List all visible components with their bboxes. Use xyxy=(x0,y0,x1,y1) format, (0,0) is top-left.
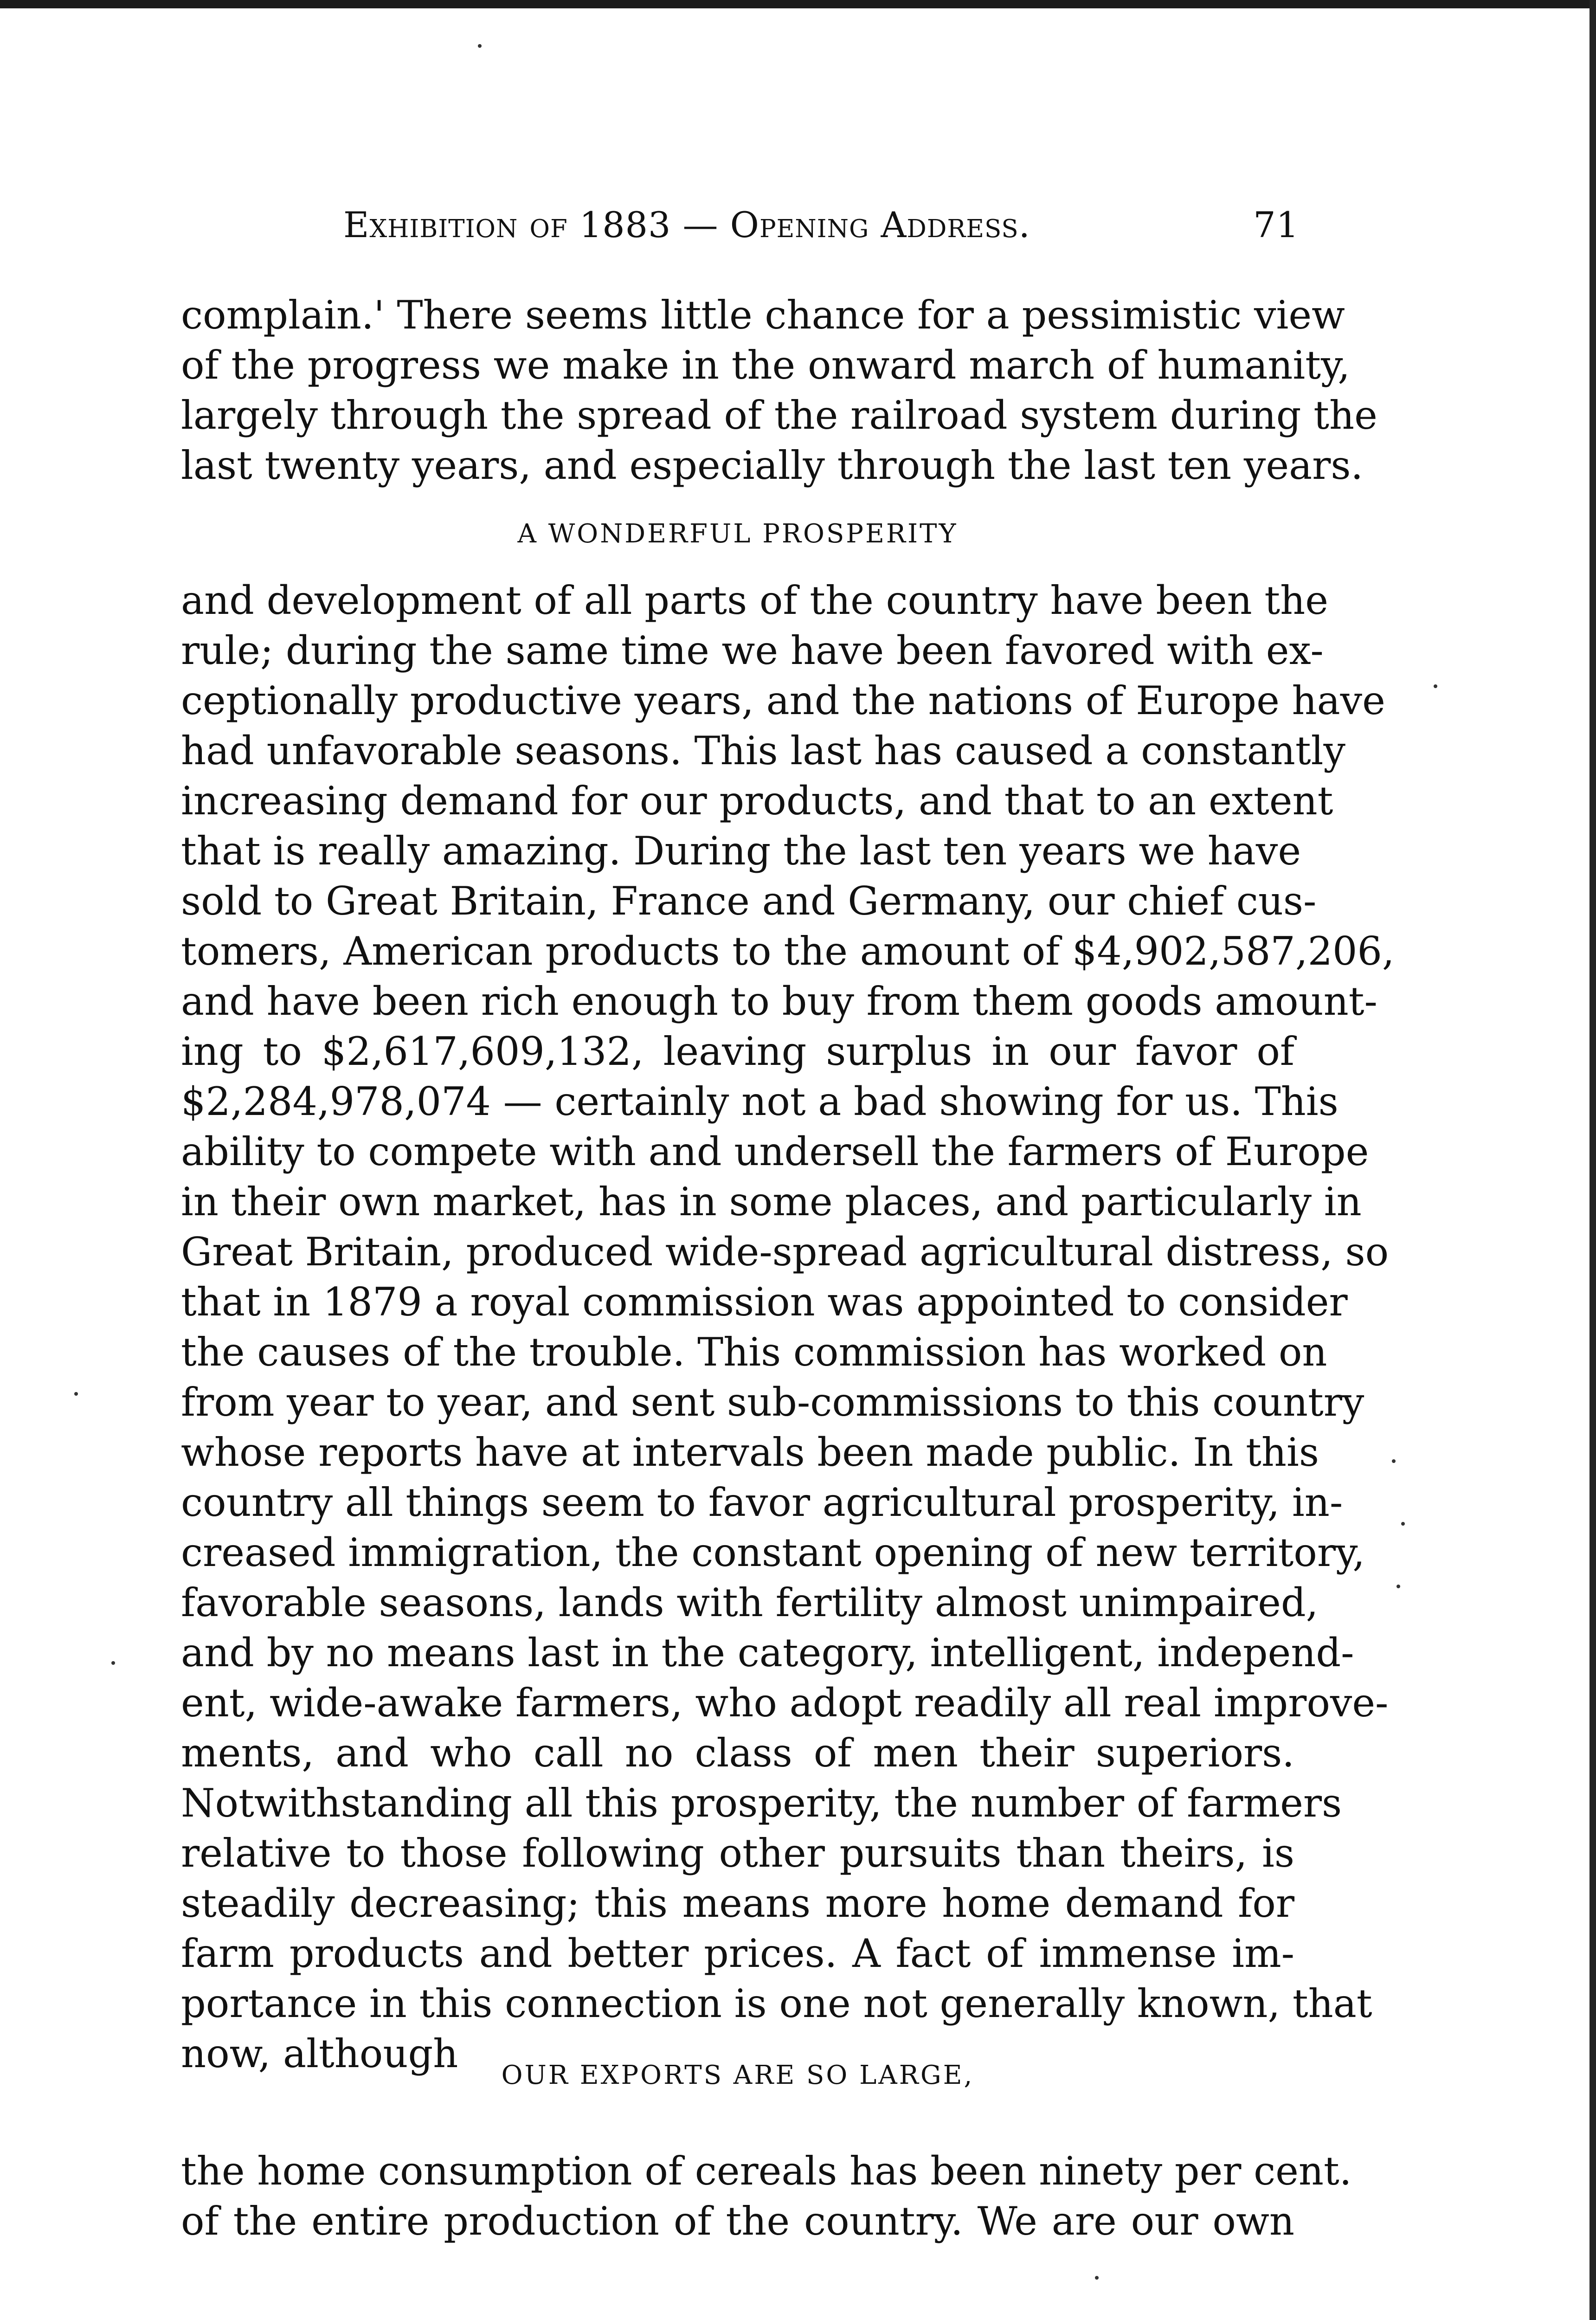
text-line: farm products and better prices. A fact of immense im- xyxy=(181,1931,1294,1976)
text-line: ments, and who call no class of men their superiors. xyxy=(181,1730,1294,1776)
text-line: complain.' There seems little chance for a pessimistic view xyxy=(181,292,1345,338)
text-line: that is really amazing. During the last ten years we have xyxy=(181,828,1301,874)
text-line: increasing demand for our products, and that to an extent xyxy=(181,778,1333,824)
text-line: largely through the spread of the railroad system during the xyxy=(181,393,1377,438)
scan-edge-right xyxy=(1590,0,1596,2320)
page-number: 71 xyxy=(1253,204,1299,245)
text-line: portance in this connection is one not generally known, that xyxy=(181,1981,1372,2026)
text-line: and development of all parts of the country have been the xyxy=(181,578,1328,623)
text-line: of the entire production of the country. We are our own xyxy=(181,2198,1294,2244)
scan-speck xyxy=(1396,1585,1400,1588)
text-line: that in 1879 a royal commission was appointed to consider xyxy=(181,1279,1348,1325)
text-line: had unfavorable seasons. This last has caused a constantly xyxy=(181,728,1345,773)
text-line: relative to those following other pursuits than theirs, is xyxy=(181,1830,1294,1876)
text-line: Notwithstanding all this prosperity, the number of farmers xyxy=(181,1780,1342,1826)
text-line: the home consumption of cereals has been ninety per cent. xyxy=(181,2148,1352,2194)
page-header xyxy=(343,204,1299,255)
text-line: creased immigration, the constant opening of new territory, xyxy=(181,1530,1365,1575)
scan-speck xyxy=(111,1661,115,1665)
scan-speck xyxy=(478,44,482,48)
text-line: of the progress we make in the onward march of humanity, xyxy=(181,342,1350,388)
text-line: and have been rich enough to buy from them goods amount- xyxy=(181,979,1377,1024)
paragraph-top xyxy=(181,290,1377,490)
text-line: Great Britain, produced wide-spread agricultural distress, so xyxy=(181,1229,1389,1275)
text-line: favorable seasons, lands with fertility almost unimpaired, xyxy=(181,1580,1319,1625)
section-subhead-prosperity: A WONDERFUL PROSPERITY xyxy=(517,519,958,549)
text-line: whose reports have at intervals been made public. In this xyxy=(181,1430,1319,1475)
scan-speck xyxy=(1392,1459,1396,1463)
text-line: ability to compete with and undersell the farmers of Europe xyxy=(181,1129,1369,1174)
text-line: rule; during the same time we have been favored with ex- xyxy=(181,628,1324,673)
text-line: country all things seem to favor agricultural prosperity, in- xyxy=(181,1480,1343,1525)
text-line: now, although xyxy=(181,2031,458,2076)
text-line: and by no means last in the category, intelligent, independ- xyxy=(181,1630,1354,1676)
text-line: ceptionally productive years, and the nations of Europe have xyxy=(181,678,1385,723)
scan-speck xyxy=(74,1392,78,1396)
text-line: in their own market, has in some places, and particularly in xyxy=(181,1179,1362,1224)
running-head: Exhibition of 1883 — Opening Address. xyxy=(343,204,1030,245)
scan-speck xyxy=(1095,2276,1099,2280)
paragraph-main xyxy=(181,575,1395,2079)
text-line: steadily decreasing; this means more home demand for xyxy=(181,1881,1294,1926)
text-line: from year to year, and sent sub-commissions to this country xyxy=(181,1379,1364,1425)
text-line: $2,284,978,074 — certainly not a bad showing for us. This xyxy=(181,1079,1339,1124)
text-line: the causes of the trouble. This commission has worked on xyxy=(181,1329,1327,1375)
text-line: ing to $2,617,609,132, leaving surplus in our favor of xyxy=(181,1029,1294,1074)
scan-speck xyxy=(1434,684,1437,688)
scan-speck xyxy=(1401,1522,1405,1526)
text-line: last twenty years, and especially through the last ten years. xyxy=(181,443,1364,488)
paragraph-bottom xyxy=(181,2146,1352,2246)
scan-edge-top xyxy=(0,0,1596,8)
text-line: ent, wide-awake farmers, who adopt readily all real improve- xyxy=(181,1680,1389,1726)
text-line: sold to Great Britain, France and Germany, our chief cus- xyxy=(181,878,1317,924)
section-subhead-exports: OUR EXPORTS ARE SO LARGE, xyxy=(501,2060,974,2090)
text-line: tomers, American products to the amount of $4,902,587,206, xyxy=(181,928,1395,974)
